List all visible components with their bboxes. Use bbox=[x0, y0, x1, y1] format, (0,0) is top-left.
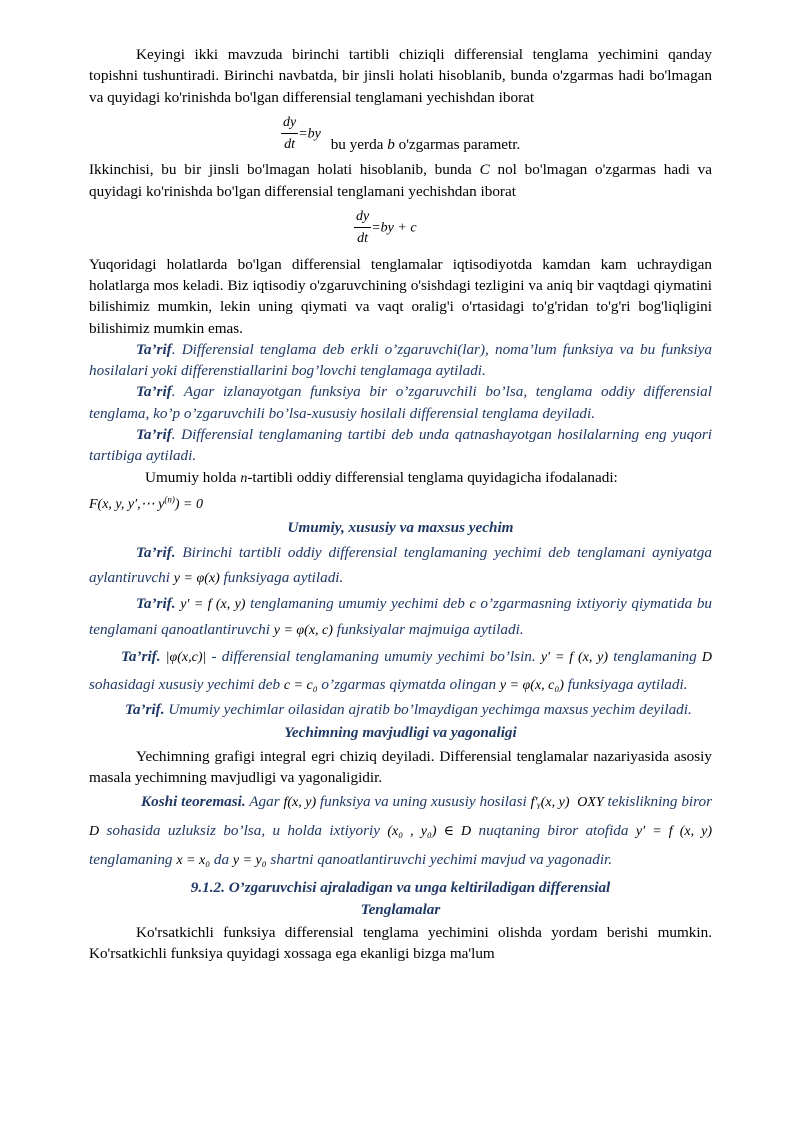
def5-label: Ta’rif. bbox=[136, 595, 176, 613]
p2-post: nol bo'lmagan o'zgarmas hadi va quyidagi ko'rinishda bo'lgan differensial tenglamani yechishdan iborat bbox=[89, 161, 712, 200]
cauchy-t3: sohasida uzluksiz bo’lsa bbox=[99, 822, 262, 840]
cauchy-m6: x = x₀ bbox=[176, 853, 211, 869]
definition-1 bbox=[89, 339, 712, 382]
eq3-sup: (n) bbox=[164, 493, 175, 504]
definition-6 bbox=[89, 643, 712, 699]
def6-mid3: sohasidagi xususiy yechimi deb bbox=[89, 676, 284, 694]
eq1-note-post: o'zgarmas parametr. bbox=[394, 136, 521, 154]
cauchy-m5: y′ = f (x, y) bbox=[635, 824, 713, 840]
def4-math: y = φ(x) bbox=[173, 571, 220, 587]
paragraph-second bbox=[89, 159, 712, 202]
eq2-denominator: dt bbox=[357, 231, 369, 247]
def4-pre: Birinchi tartibli oddiy differensial tenglamaning yechimi deb tenglamani ayniyatga aylantiruvchi bbox=[89, 544, 712, 587]
paragraph-economy: Yuqoridagi holatlarda bo'lgan differensial tenglamalar iqtisodiyotda kamdan kam uchraydigan holatlarga mos keladi. Biz iqtisodiy o'zgaruvchining o'sishdagi tezligini va aniq bir vaqtdagi qiymatini bilishimiz mumkin, lekin uning qiymati va vaqt oralig'i o'rtasidagi to'g'ridan to'g'ri bog'liqligini bilishimiz mumkin emas. bbox=[89, 255, 712, 337]
def5-math2: y = φ(x, c) bbox=[273, 623, 333, 639]
definition-5 bbox=[89, 591, 712, 643]
cauchy-D: D bbox=[89, 824, 100, 840]
equation-2 bbox=[89, 206, 712, 250]
def6-D: D bbox=[701, 650, 712, 666]
definition-2 bbox=[89, 381, 712, 424]
cauchy-pre: Agar bbox=[245, 793, 284, 811]
def1-label: Ta’rif bbox=[136, 340, 172, 358]
def6-post: funksiyaga aytiladi. bbox=[563, 676, 688, 694]
cauchy-label: Koshi teoremasi. bbox=[141, 793, 246, 811]
definition-3 bbox=[89, 424, 712, 467]
def6-math4: y = φ(x, c₀) bbox=[499, 678, 564, 694]
paragraph-intro: Keyingi ikki mavzuda birinchi tartibli chiziqli differensial tenglama yechimini qanday topishni tushuntiradi. Birinchi navbatda, bir jinsli holati hisoblanib, bunda o'zgarmas hadi bo'lmagan va quyidagi ko'rinishda bo'lgan differensial tenglamani yechishdan iborat bbox=[89, 46, 712, 106]
def5-math1: y′ = f (x, y) bbox=[180, 597, 246, 613]
eq1-numerator: dy bbox=[281, 112, 298, 134]
def6-math2: y′ = f (x, y) bbox=[540, 650, 609, 666]
def5-mid: tenglamaning umumiy yechimi deb bbox=[245, 595, 470, 613]
eq3-main: F(x, y, y′,⋯ y bbox=[89, 496, 165, 512]
equation-3 bbox=[89, 493, 203, 512]
equation-1 bbox=[89, 112, 712, 156]
cauchy-m3: OXY bbox=[577, 795, 604, 811]
p4-var: n bbox=[240, 470, 248, 486]
def5-mid2: o’zgarmasning ixtiyoriy qiymatida bu tenglamani qanoatlantiruvchi bbox=[89, 595, 713, 639]
section-heading-line2: Tenglamalar bbox=[360, 900, 441, 918]
def2-label: Ta’rif bbox=[136, 383, 172, 401]
def6-mid4: o’zgarmas qiymatda olingan bbox=[317, 676, 500, 694]
heading-general-solution: Umumiy, xususiy va maxsus yechim bbox=[287, 518, 514, 536]
p2-var: C bbox=[479, 161, 490, 179]
def4-post: funksiyaga aytiladi. bbox=[219, 569, 344, 587]
def7-text: Umumiy yechimlar oilasidan ajratib bo’lmaydigan yechimga maxsus yechim deyiladi. bbox=[164, 701, 692, 719]
cauchy-m7: y = y₀ bbox=[232, 853, 267, 869]
def5-c: c bbox=[469, 597, 476, 613]
def6-mid: - differensial tenglamaning umumiy yechimi bo’lsin. bbox=[206, 648, 541, 666]
eq1-note-pre: bu yerda bbox=[330, 136, 388, 154]
cauchy-t6: da bbox=[210, 851, 233, 869]
cauchy-theorem bbox=[89, 788, 712, 875]
def6-math3: c = c₀ bbox=[283, 678, 318, 694]
cauchy-t4: nuqtaning biror atofida bbox=[471, 822, 636, 840]
document-page bbox=[89, 44, 712, 965]
eq2-fraction bbox=[354, 206, 371, 250]
def3-text: . Differensial tenglamaning tartibi deb unda qatnashayotgan hosilalarning eng yuqori tartibiga aytiladi. bbox=[89, 426, 712, 465]
cauchy-t7: shartni qanoatlantiruvchi yechimi mavjud va yagonadir bbox=[266, 851, 609, 869]
cauchy-end: . bbox=[608, 851, 613, 869]
cauchy-m4: (x₀ , y₀) ∈ D bbox=[387, 824, 472, 840]
def1-text: . Differensial tenglama deb erkli o’zgaruvchi(lar), noma’lum funksiya va bu funksiya hosilalari yoki differenstiallarini bog’lovchi tenglamaga aytiladi. bbox=[89, 340, 712, 380]
section-heading-line1: 9.1.2. O’zgaruvchisi ajraladigan va unga keltiriladigan differensial bbox=[190, 879, 611, 897]
def6-mid2: tenglamaning bbox=[608, 648, 702, 666]
paragraph-exponential: Ko'rsatkichli funksiya differensial tenglama yechimini olishda yordam berishi mumkin. Ko'rsatkichli funksiya quyidagi xossaga ega ekanligi bizga ma'lum bbox=[89, 923, 712, 963]
heading-existence: Yechimning mavjudligi va yagonaligi bbox=[284, 724, 517, 742]
def4-label: Ta’rif. bbox=[136, 544, 176, 562]
def7-label: Ta’rif. bbox=[125, 701, 165, 719]
eq3-end: ) = 0 bbox=[174, 496, 203, 512]
eq1-note-var: b bbox=[387, 136, 395, 154]
eq1-fraction bbox=[281, 112, 298, 156]
def3-label: Ta’rif bbox=[136, 426, 172, 444]
cauchy-m2: f′ᵧ(x, y) bbox=[530, 795, 570, 811]
def2-text: . Agar izlanayotgan funksiya bir o’zgaruvchili bo’lsa, tenglama oddiy differensial tenglama, ko’p o’zgaruvchili bo’lsa-xususiy hosilali differensial tenglama deyiladi. bbox=[89, 383, 712, 422]
eq2-numerator: dy bbox=[354, 206, 371, 228]
def6-math1: |φ(x,c)| bbox=[165, 650, 207, 666]
eq1-rhs: =by bbox=[298, 126, 321, 142]
paragraph-general-form bbox=[89, 467, 712, 515]
p4-post: -tartibli oddiy differensial tenglama quyidagicha ifodalanadi: bbox=[247, 468, 618, 486]
cauchy-t1: funksiya va uning xususiy hosilasi bbox=[316, 793, 531, 811]
cauchy-m1: f(x, y) bbox=[283, 795, 317, 811]
eq1-denominator: dt bbox=[284, 137, 296, 153]
p4-pre: Umumiy holda bbox=[145, 468, 241, 486]
eq2-rhs: =by + c bbox=[371, 220, 417, 236]
def5-post: funksiyalar majmuiga aytiladi. bbox=[332, 621, 524, 639]
cauchy-t5: tenglamaning bbox=[89, 851, 177, 869]
definition-4 bbox=[89, 540, 712, 591]
p2-pre: Ikkinchisi, bu bir jinsli bo'lmagan holati hisoblanib, bunda bbox=[89, 161, 480, 179]
cauchy-t3b: , u holda ixtiyoriy bbox=[261, 822, 388, 840]
definition-7 bbox=[89, 699, 712, 720]
def6-label: Ta’rif. bbox=[121, 648, 161, 666]
cauchy-t2: tekislikning biror bbox=[603, 793, 712, 811]
paragraph-integral-curve: Yechimning grafigi integral egri chiziq deyiladi. Differensial tenglamalar nazariyasida asosiy masala yechimning mavjudligi va yagonaligidir. bbox=[89, 747, 712, 787]
eq1-note bbox=[331, 134, 521, 155]
